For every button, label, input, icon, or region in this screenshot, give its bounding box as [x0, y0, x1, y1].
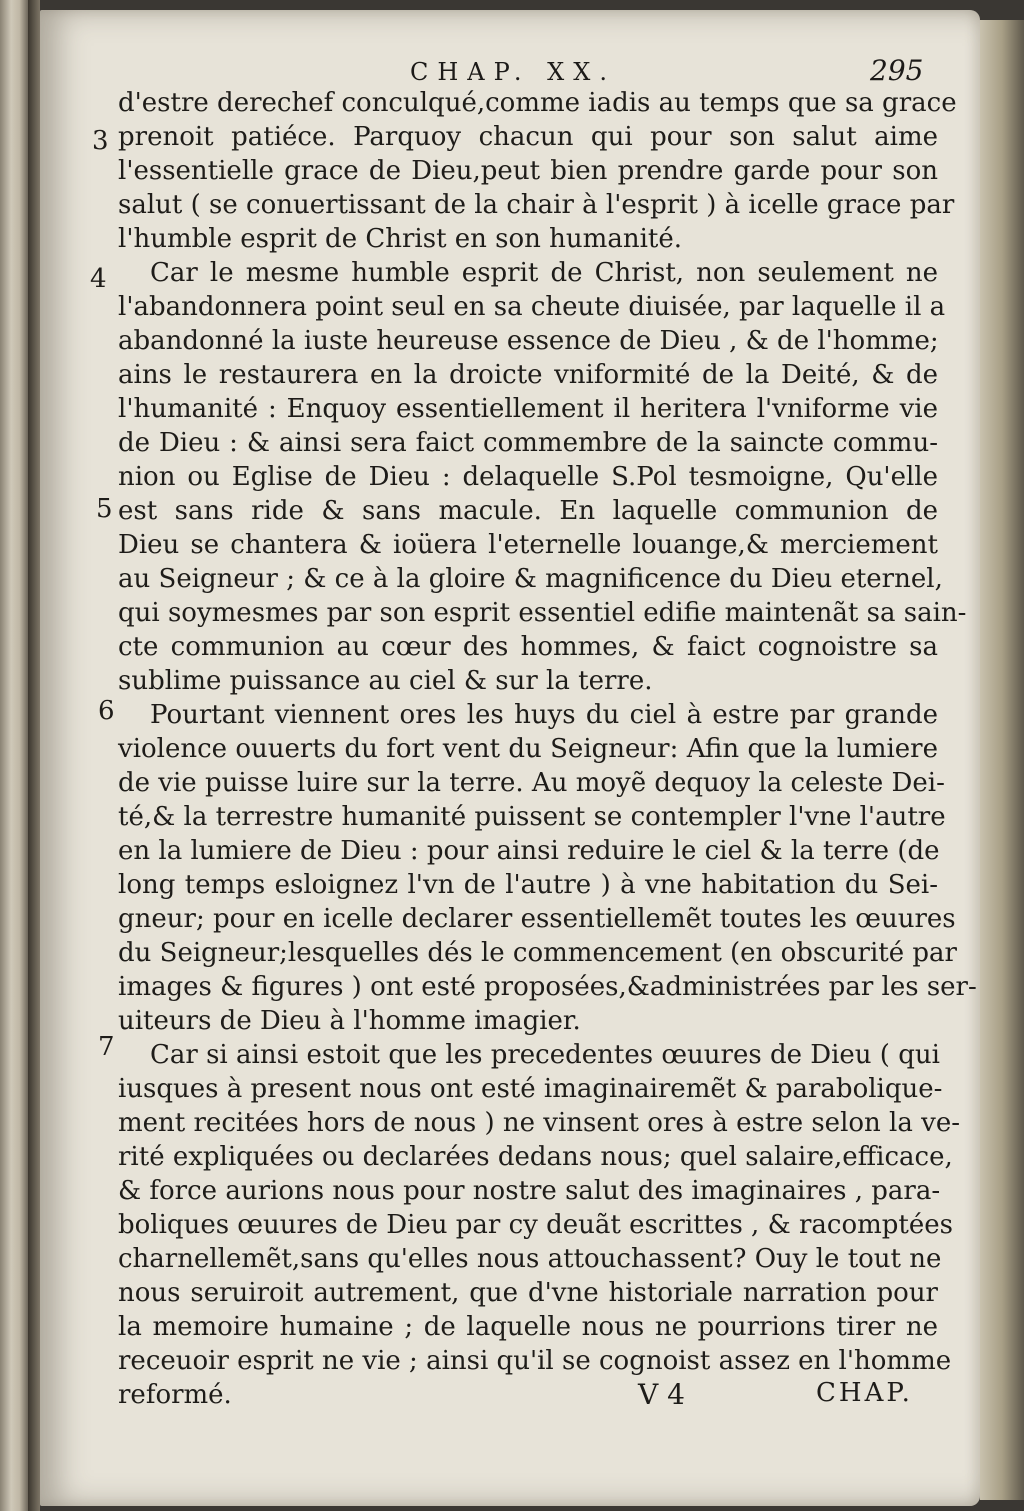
text-line: nous seruiroit autrement, que d'vne historiale narration pour	[118, 1278, 938, 1308]
verse-number-7: 7	[98, 1032, 115, 1062]
text-line: cte communion au cœur des hommes, & faict cognoistre sa	[118, 632, 938, 662]
left-page-edge	[0, 0, 28, 1511]
text-line: la memoire humaine ; de laquelle nous ne pourrions tirer ne	[118, 1312, 938, 1342]
text-line: abandonné la iuste heureuse essence de Dieu , & de l'homme;	[118, 326, 939, 356]
text-line: & force aurions nous pour nostre salut des imaginaires , para-	[118, 1176, 941, 1206]
text-line: images & figures ) ont esté proposées,&administrées par les ser-	[118, 972, 977, 1002]
text-line: est sans ride & sans macule. En laquelle communion de	[118, 496, 938, 526]
text-line: reformé.	[118, 1380, 232, 1410]
running-head: CHAP. XX.	[410, 58, 616, 86]
text-line: d'estre derechef conculqué,comme iadis au temps que sa grace	[118, 88, 957, 118]
text-line: en la lumiere de Dieu : pour ainsi reduire le ciel & la terre (de	[118, 836, 940, 866]
text-line: au Seigneur ; & ce à la gloire & magnificence du Dieu eternel,	[118, 564, 943, 594]
text-line: Dieu se chantera & ioüera l'eternelle louange,& merciement	[118, 530, 938, 560]
text-line: Car si ainsi estoit que les precedentes œuures de Dieu ( qui	[150, 1040, 940, 1070]
text-line: charnellemẽt,sans qu'elles nous attouchassent? Ouy le tout ne	[118, 1244, 942, 1274]
text-line: violence ouuerts du fort vent du Seigneur: Afin que la lumiere	[118, 734, 938, 764]
text-line: prenoit patiéce. Parquoy chacun qui pour son salut aime	[118, 122, 938, 152]
text-line: Car le mesme humble esprit de Christ, non seulement ne	[150, 258, 938, 288]
text-line: nion ou Eglise de Dieu : delaquelle S.Pol tesmoigne, Qu'elle	[118, 462, 938, 492]
text-line: l'humanité : Enquoy essentiellement il heritera l'vniforme vie	[118, 394, 938, 424]
text-line: qui soymesmes par son esprit essentiel edifie maintenãt sa sain-	[118, 598, 967, 628]
text-line: l'essentielle grace de Dieu,peut bien prendre garde pour son	[118, 156, 938, 186]
body-text	[118, 86, 977, 1412]
book-gutter	[28, 0, 40, 1511]
verse-number-4: 4	[90, 264, 107, 294]
text-line: du Seigneur;lesquelles dés le commencement (en obscurité par	[118, 938, 957, 968]
text-line: sublime puissance au ciel & sur la terre.	[118, 666, 653, 696]
catchword: CHAP.	[816, 1378, 913, 1408]
page-number: 295	[870, 54, 924, 87]
text-line: uiteurs de Dieu à l'homme imagier.	[118, 1006, 581, 1036]
text-line: ment recitées hors de nous ) ne vinsent ores à estre selon la ve-	[118, 1108, 960, 1138]
text-line: de Dieu : & ainsi sera faict commembre de la saincte commu-	[118, 428, 938, 458]
text-line: long temps esloignez l'vn de l'autre ) à vne habitation du Sei-	[118, 870, 938, 900]
text-line: rité expliquées ou declarées dedans nous; quel salaire,efficace,	[118, 1142, 953, 1172]
text-line: iusques à present nous ont esté imaginairemẽt & parabolique-	[118, 1074, 943, 1104]
verse-number-3: 3	[92, 126, 109, 156]
page-fore-edge	[980, 20, 1024, 1500]
text-line: receuoir esprit ne vie ; ainsi qu'il se cognoist assez en l'homme	[118, 1346, 952, 1376]
text-line: boliques œuures de Dieu par cy deuãt escrittes , & racomptées	[118, 1210, 953, 1240]
verse-number-5: 5	[96, 494, 113, 524]
text-line: ains le restaurera en la droicte vniformité de la Deité, & de	[118, 360, 938, 390]
text-line: té,& la terrestre humanité puissent se contempler l'vne l'autre	[118, 802, 946, 832]
text-line: Pourtant viennent ores les huys du ciel à estre par grande	[150, 700, 938, 730]
text-line: l'abandonnera point seul en sa cheute diuisée, par laquelle il a	[118, 292, 946, 322]
text-line: de vie puisse luire sur la terre. Au moyẽ dequoy la celeste Dei-	[118, 768, 945, 798]
verse-number-6: 6	[98, 696, 115, 726]
signature-mark: V 4	[638, 1378, 685, 1411]
page-footer	[0, 1378, 1024, 1418]
text-line: l'humble esprit de Christ en son humanité.	[118, 224, 682, 254]
text-line: gneur; pour en icelle declarer essentiellemẽt toutes les œuures	[118, 904, 956, 934]
text-line: salut ( se conuertissant de la chair à l'esprit ) à icelle grace par	[118, 190, 955, 220]
